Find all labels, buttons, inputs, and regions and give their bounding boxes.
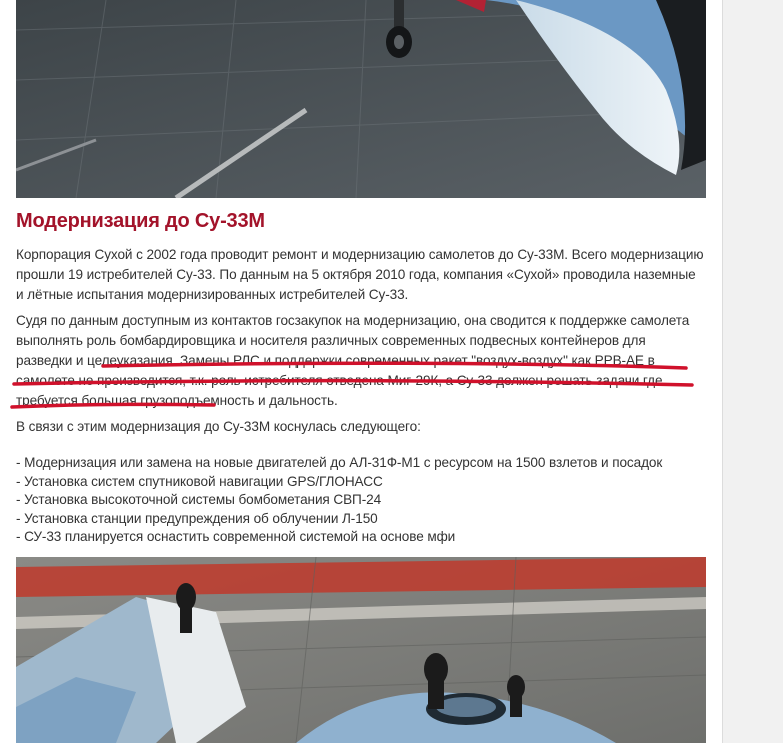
aircraft-deck-photo-bottom (16, 557, 706, 743)
paragraph-2-intro: Судя по данным доступным из контактов госзакупок на модернизацию, она сводится к поддержке самолета выполнять роль бомбардировщика и носителя различных современных подвесных контейнеров для разведки и целеуказания. (16, 313, 690, 368)
article-paragraph-3: В связи с этим модернизация до Су-33М коснулась следующего: (16, 419, 421, 434)
section-heading: Модернизация до Су-33М (16, 210, 265, 232)
list-item: - Установка систем спутниковой навигации GPS/ГЛОНАСС (16, 473, 383, 489)
list-item: - Установка станции предупреждения об облучении Л-150 (16, 510, 378, 526)
article-paragraph-1: Корпорация Сухой с 2002 года проводит ремонт и модернизацию самолетов до Су-33М. Всего модернизацию прошли 19 истребителей Су-33. По данным на 5 октября 2010 года, компания «Сухой» проводила наземные и лётные испытания модернизированных истребителей Су-33. (16, 247, 704, 302)
highlighted-sentence: Замены РЛС и поддержки современных ракет "воздух-воздух" как РРВ-АЕ в самолете не производится, т.к. роль истребителя отведена Миг-29К, а Су-33 должен решать задачи где требуется большая грузоподъемность и дальность. (16, 353, 663, 408)
aircraft-deck-photo-top (16, 0, 706, 198)
list-item: - СУ-33 планируется оснастить современной системой на основе мфи (16, 529, 456, 544)
article-paragraph-2 (16, 311, 704, 411)
list-item: - Установка высокоточной системы бомбометания СВП-24 (16, 492, 382, 507)
list-item: - Модернизация или замена на новые двигателей до АЛ-31Ф-М1 с ресурсом на 1500 взлетов и посадок (16, 455, 663, 470)
modernization-list (16, 454, 704, 547)
